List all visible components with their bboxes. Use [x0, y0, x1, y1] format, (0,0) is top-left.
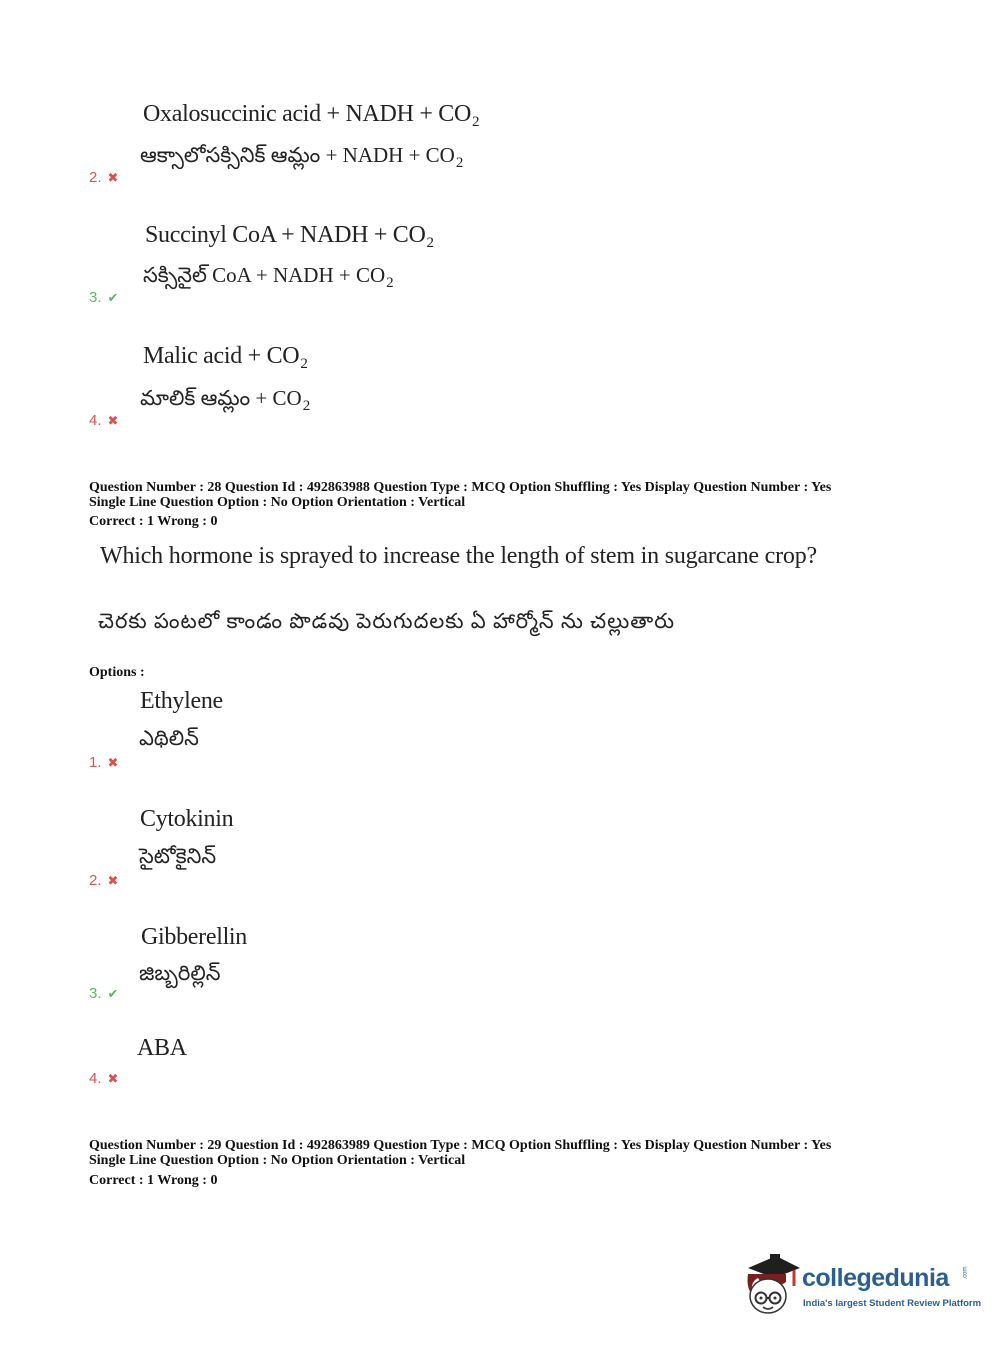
option-marker: 3. ✔ — [89, 985, 119, 1002]
option-marker: 2. ✖ — [89, 872, 119, 889]
question-meta-line: Question Number : 28 Question Id : 492863988 Question Type : MCQ Option Shuffling : Yes Display Question Number : Yes — [89, 480, 832, 495]
cross-icon: ✖ — [107, 1071, 119, 1086]
student-mascot-icon — [742, 1248, 802, 1318]
question-text-english: Which hormone is sprayed to increase the length of stem in sugarcane crop? — [100, 543, 817, 569]
option-english-text: Malic acid + $CO_2$ — [143, 343, 308, 372]
question-score-line: Correct : 1 Wrong : 0 — [89, 514, 218, 529]
cross-icon: ✖ — [107, 413, 119, 428]
option-marker: 4. ✖ — [89, 1070, 119, 1087]
check-icon: ✔ — [107, 290, 119, 305]
option-telugu-text: జిబ్బరిల్లిన్ — [139, 961, 221, 985]
option-english-text: ABA — [137, 1035, 187, 1061]
collegedunia-logo — [742, 1248, 982, 1318]
question-meta-line: Single Line Question Option : No Option Orientation : Vertical — [89, 495, 466, 510]
option-marker: 3. ✔ — [89, 289, 119, 306]
question-score-line: Correct : 1 Wrong : 0 — [89, 1173, 218, 1188]
option-english-text: Ethylene — [140, 688, 223, 714]
option-marker: 2. ✖ — [89, 169, 119, 186]
option-english-text: Oxalosuccinic acid + NADH + $CO_2$ — [143, 101, 480, 130]
option-english-text: Cytokinin — [140, 806, 234, 832]
brand-tagline: India's largest Student Review Platform — [803, 1298, 982, 1309]
check-icon: ✔ — [107, 986, 119, 1001]
question-meta-line: Single Line Question Option : No Option Orientation : Vertical — [89, 1153, 466, 1168]
option-telugu-text: ఆక్సాలోసక్సినిక్ ఆమ్లం + NADH + $CO_2$ — [140, 143, 464, 171]
cross-icon: ✖ — [107, 170, 119, 185]
option-telugu-text: సక్సినైల్ CoA + NADH + $CO_2$ — [143, 263, 394, 291]
question-meta-line: Question Number : 29 Question Id : 492863989 Question Type : MCQ Option Shuffling : Yes Display Question Number : Yes — [89, 1138, 832, 1153]
brand-name: collegedunia — [802, 1264, 949, 1292]
option-telugu-text: సైటోకైనిన్ — [139, 844, 217, 868]
option-english-text: Succinyl CoA + NADH + $CO_2$ — [145, 222, 434, 251]
cross-icon: ✖ — [107, 873, 119, 888]
question-text-telugu: చెరకు పంటలో కాండం పొడవు పెరుగుదలకు ఏ హార్మోన్ ను చల్లుతారు — [98, 609, 675, 633]
option-english-text: Gibberellin — [141, 924, 248, 950]
option-marker: 4. ✖ — [89, 412, 119, 429]
options-label: Options : — [89, 665, 145, 680]
option-telugu-text: మాలిక్ ఆమ్లం + $CO_2$ — [140, 386, 311, 414]
option-telugu-text: ఎథిలిన్ — [139, 726, 199, 750]
option-marker: 1. ✖ — [89, 754, 119, 771]
cross-icon: ✖ — [107, 755, 119, 770]
brand-tld: .com — [962, 1266, 969, 1280]
